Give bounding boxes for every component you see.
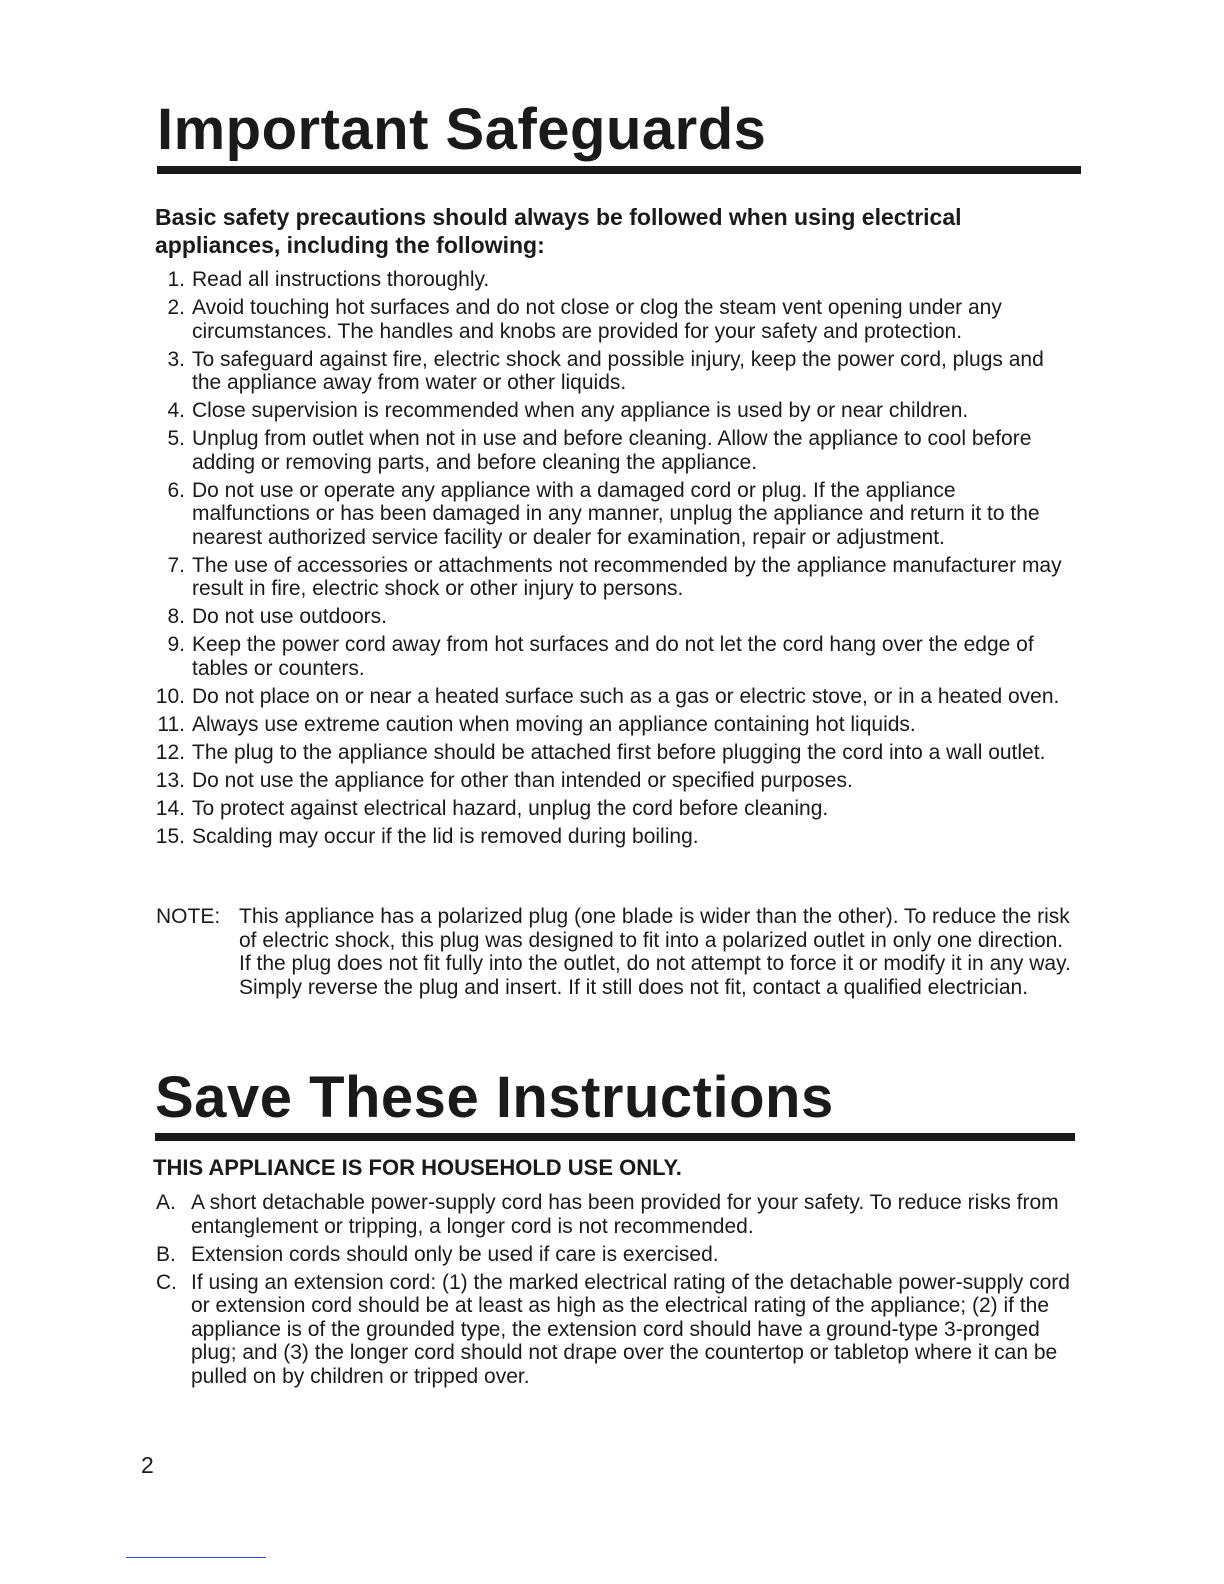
list-item [167, 478, 1077, 550]
list-item-text: The use of accessories or attachments not recommended by the appliance manufacturer may result in fire, electric shock or other injury to persons. [192, 553, 1062, 600]
list-item-number: 3. [167, 347, 185, 371]
list-item-number: 14. [155, 796, 185, 820]
list-item-letter: A. [156, 1191, 176, 1214]
list-item-number: 1. [167, 268, 185, 291]
list-item [155, 768, 1077, 793]
list-item-number: 12. [155, 740, 185, 764]
list-item-text: Do not use or operate any appliance with a damaged cord or plug. If the appliance malfunctions or has been damaged in any manner, unplug the appliance and return it to the nearest authorized service facility or dealer for examination, repair or adjustment. [192, 478, 1040, 549]
list-item-number: 7. [167, 553, 185, 577]
list-item-number: 11. [157, 712, 185, 736]
list-item-letter: B. [156, 1242, 176, 1266]
list-item-text: Do not use the appliance for other than intended or specified purposes. [192, 768, 853, 792]
list-item-number: 6. [167, 478, 185, 502]
list-item-text: Scalding may occur if the lid is removed during boiling. [192, 824, 699, 848]
safeguards-heading-rule [157, 166, 1081, 174]
list-item-text: To protect against electrical hazard, unplug the cord before cleaning. [192, 796, 829, 820]
list-item-number: 15. [155, 824, 185, 848]
page-number: 2 [141, 1452, 154, 1478]
list-item [167, 605, 1077, 629]
list-item [167, 633, 1077, 680]
list-item [167, 427, 1077, 474]
list-item [167, 347, 1077, 395]
list-item-text: To safeguard against fire, electric shock and possible injury, keep the power cord, plugs and the appliance away from water or other liquids. [192, 347, 1044, 394]
list-item [155, 684, 1077, 709]
list-item [167, 553, 1077, 601]
list-item-text: The plug to the appliance should be attached first before plugging the cord into a wall outlet. [192, 740, 1046, 764]
safeguards-list [155, 268, 1077, 853]
list-item-text: Read all instructions thoroughly. [192, 268, 490, 291]
list-item [167, 296, 1077, 343]
footer-line [126, 1557, 266, 1558]
list-item-number: 4. [167, 399, 185, 422]
list-item-number: 10. [155, 684, 185, 708]
list-item [167, 399, 1077, 423]
safety-intro: Basic safety precautions should always be followed when using electrical appliances, including the following: [155, 204, 962, 258]
polarized-plug-note [156, 905, 1076, 999]
note-text: This appliance has a polarized plug (one blade is wider than the other). To reduce the risk of electric shock, this plug was designed to fit into a polarized outlet in only one direction. If the plug does not fit fully into the outlet, do not attempt to force it or modify it in any way. Simply reverse the plug and insert. If it still does not fit, contact a qualified electrician. [239, 905, 1071, 999]
list-item [155, 740, 1077, 765]
list-item-text: Extension cords should only be used if care is exercised. [191, 1242, 719, 1266]
list-item-number: 2. [167, 296, 185, 319]
list-item [156, 1242, 1071, 1267]
save-instructions-heading-rule [155, 1133, 1075, 1141]
safeguards-heading: Important Safeguards [157, 97, 767, 162]
list-item-number: 5. [167, 427, 185, 450]
list-item-text: Always use extreme caution when moving an appliance containing hot liquids. [192, 712, 916, 736]
list-item [156, 1191, 1071, 1238]
list-item-text: Close supervision is recommended when any appliance is used by or near children. [192, 399, 969, 422]
list-item-text: Keep the power cord away from hot surfaces and do not let the cord hang over the edge of tables or counters. [192, 633, 1034, 680]
list-item [155, 824, 1077, 849]
list-item-text: If using an extension cord: (1) the marked electrical rating of the detachable power-supply cord or extension cord should be at least as high as the electrical rating of the appliance; (2) if the appliance is of the grounded type, the extension cord should have a ground-type 3-pronged plug; and (3) the longer cord should not drape over the countertop or tabletop where it can be pulled on by children or tripped over. [191, 1270, 1070, 1388]
list-item-text: A short detachable power-supply cord has been provided for your safety. To reduce risks from entanglement or tripping, a longer cord is not recommended. [191, 1191, 1059, 1238]
list-item [167, 268, 1077, 292]
list-item-number: 8. [167, 605, 185, 628]
list-item-text: Unplug from outlet when not in use and before cleaning. Allow the appliance to cool before adding or removing parts, and before cleaning the appliance. [192, 427, 1032, 474]
note-label: NOTE: [156, 905, 221, 928]
list-item [155, 796, 1077, 821]
list-item-letter: C. [156, 1270, 177, 1294]
list-item-text: Do not use outdoors. [192, 605, 387, 628]
list-item [157, 712, 1077, 737]
list-item-number: 9. [167, 633, 185, 656]
list-item [156, 1270, 1071, 1389]
save-instructions-heading: Save These Instructions [155, 1065, 834, 1130]
list-item-text: Do not place on or near a heated surface such as a gas or electric stove, or in a heated oven. [192, 684, 1060, 708]
list-item-text: Avoid touching hot surfaces and do not close or clog the steam vent opening under any circumstances. The handles and knobs are provided for your safety and protection. [192, 296, 1002, 343]
cord-info-list [156, 1191, 1071, 1393]
household-use-subhead: THIS APPLIANCE IS FOR HOUSEHOLD USE ONLY. [153, 1155, 682, 1180]
list-item-number: 13. [155, 768, 185, 792]
